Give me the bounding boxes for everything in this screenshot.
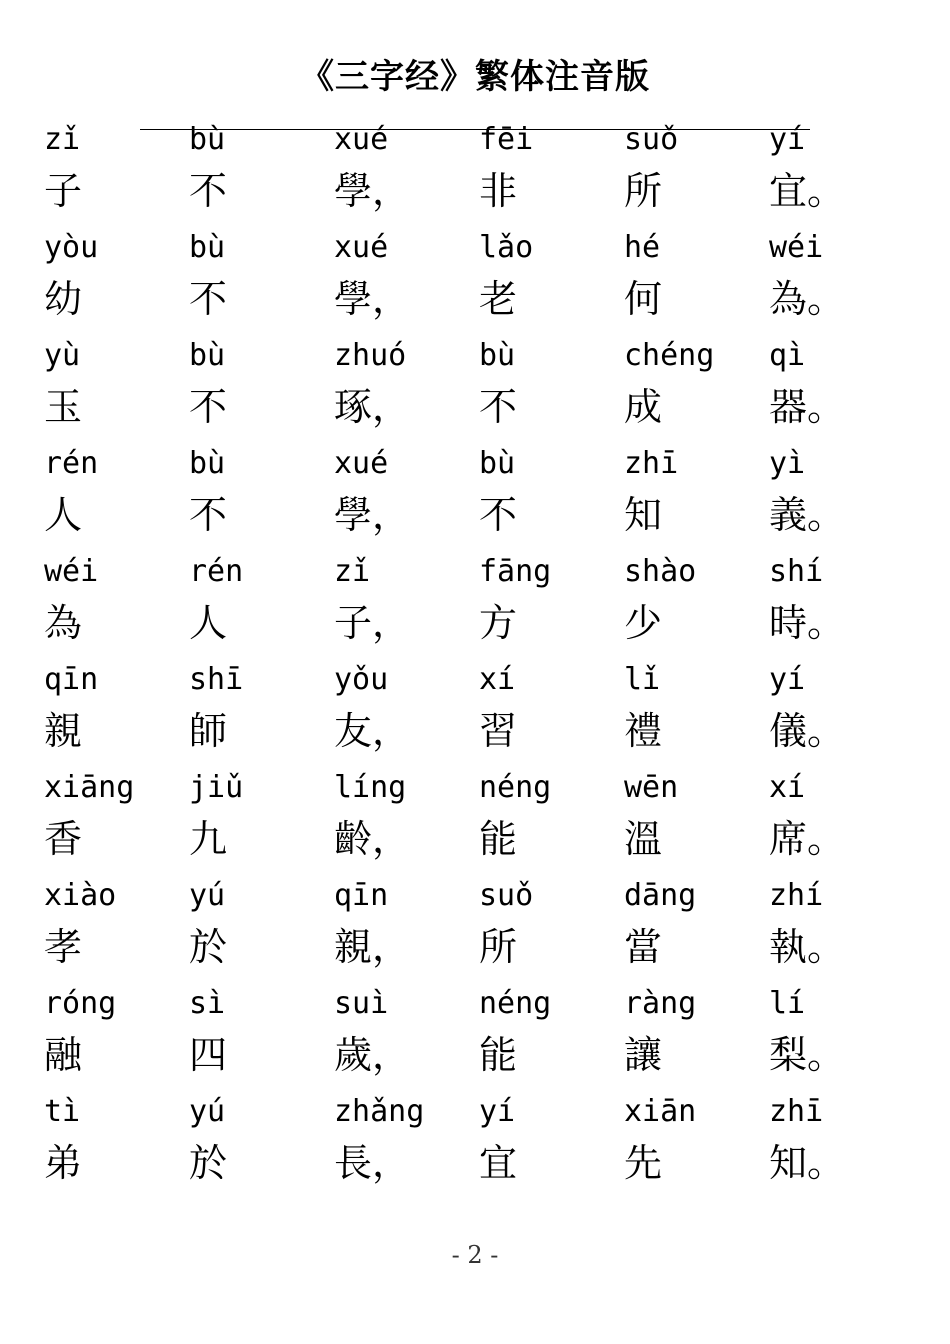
- verse-cell: [479, 1092, 624, 1200]
- pinyin-text: yí: [769, 662, 806, 697]
- verse-cell: [44, 1092, 189, 1200]
- hanzi-text: 學，: [334, 493, 411, 537]
- verse-cell: [44, 876, 189, 984]
- verse-cell: [479, 660, 624, 768]
- verse-cell: [334, 876, 479, 984]
- hanzi-text: 習: [479, 709, 518, 753]
- hanzi-text: 何: [624, 277, 663, 321]
- pinyin-text: róng: [44, 986, 117, 1021]
- verse-cell: [624, 228, 769, 336]
- hanzi-text: 不: [479, 493, 518, 537]
- hanzi-text: 親: [44, 709, 83, 753]
- hanzi-text: 不: [189, 169, 228, 213]
- verse-cell: [189, 984, 334, 1092]
- pinyin-text: rén: [189, 554, 244, 589]
- verse-cell: [479, 552, 624, 660]
- verse-line: [0, 768, 950, 876]
- verse-cell: [334, 984, 479, 1092]
- pinyin-text: yí: [769, 122, 806, 157]
- pinyin-text: jiǔ: [189, 770, 244, 805]
- verse-cell: [769, 336, 914, 444]
- hanzi-text: 弟: [44, 1141, 83, 1185]
- hanzi-text: 先: [624, 1141, 663, 1185]
- hanzi-text: 香: [44, 817, 83, 861]
- verse-cell: [334, 660, 479, 768]
- verse-cell: [44, 660, 189, 768]
- verse-cell: [769, 444, 914, 552]
- hanzi-text: 友，: [334, 709, 411, 753]
- hanzi-text: 時。: [769, 601, 846, 645]
- pinyin-text: qì: [769, 338, 806, 373]
- hanzi-text: 親，: [334, 925, 411, 969]
- pinyin-text: xiāng: [44, 770, 135, 805]
- verse-line: [0, 1092, 950, 1200]
- hanzi-text: 宜。: [769, 169, 846, 213]
- pinyin-text: wéi: [769, 230, 824, 265]
- hanzi-text: 能: [479, 1033, 518, 1077]
- pinyin-text: yú: [189, 1094, 226, 1129]
- verse-line: [0, 984, 950, 1092]
- hanzi-text: 齡，: [334, 817, 411, 861]
- pinyin-text: lǐ: [624, 662, 661, 697]
- verse-line: [0, 876, 950, 984]
- pinyin-text: shí: [769, 554, 824, 589]
- pinyin-text: lǎo: [479, 230, 534, 265]
- pinyin-text: xiān: [624, 1094, 697, 1129]
- verse-cell: [769, 552, 914, 660]
- hanzi-text: 少: [624, 601, 663, 645]
- verse-cell: [479, 768, 624, 876]
- verse-cell: [334, 1092, 479, 1200]
- hanzi-text: 老: [479, 277, 518, 321]
- hanzi-text: 學，: [334, 169, 411, 213]
- hanzi-text: 九: [189, 817, 228, 861]
- hanzi-text: 為: [44, 601, 83, 645]
- verse-cell: [44, 768, 189, 876]
- pinyin-text: qīn: [44, 662, 99, 697]
- verse-cell: [189, 336, 334, 444]
- hanzi-text: 不: [479, 385, 518, 429]
- verse-cell: [479, 444, 624, 552]
- verse-cell: [189, 552, 334, 660]
- verse-cell: [769, 1092, 914, 1200]
- pinyin-text: shào: [624, 554, 697, 589]
- page-title: 《三字经》繁体注音版: [300, 57, 650, 97]
- pinyin-text: bù: [479, 338, 516, 373]
- hanzi-text: 宜: [479, 1141, 518, 1185]
- verse-line: [0, 336, 950, 444]
- hanzi-text: 長，: [334, 1141, 411, 1185]
- pinyin-text: yǒu: [334, 662, 389, 697]
- pinyin-text: suì: [334, 986, 389, 1021]
- pinyin-text: xí: [769, 770, 806, 805]
- verse-line: [0, 660, 950, 768]
- pinyin-text: zǐ: [44, 122, 81, 157]
- hanzi-text: 人: [189, 601, 228, 645]
- pinyin-text: bù: [189, 446, 226, 481]
- verse-cell: [189, 228, 334, 336]
- hanzi-text: 融: [44, 1033, 83, 1077]
- verse-line: [0, 120, 950, 228]
- pinyin-text: néng: [479, 770, 552, 805]
- hanzi-text: 儀。: [769, 709, 846, 753]
- pinyin-text: dāng: [624, 878, 697, 913]
- pinyin-text: hé: [624, 230, 661, 265]
- hanzi-text: 子: [44, 169, 83, 213]
- verse-cell: [44, 336, 189, 444]
- pinyin-text: líng: [334, 770, 407, 805]
- pinyin-text: bù: [189, 230, 226, 265]
- verse-cell: [624, 984, 769, 1092]
- pinyin-text: yòu: [44, 230, 99, 265]
- hanzi-text: 知: [624, 493, 663, 537]
- pinyin-text: zhī: [769, 1094, 824, 1129]
- hanzi-text: 方: [479, 601, 518, 645]
- hanzi-text: 於: [189, 1141, 228, 1185]
- pinyin-text: shī: [189, 662, 244, 697]
- pinyin-text: wéi: [44, 554, 99, 589]
- verse-cell: [189, 1092, 334, 1200]
- pinyin-text: sì: [189, 986, 226, 1021]
- hanzi-text: 不: [189, 493, 228, 537]
- verse-cell: [334, 552, 479, 660]
- pinyin-text: qīn: [334, 878, 389, 913]
- hanzi-text: 溫: [624, 817, 663, 861]
- pinyin-text: xué: [334, 230, 389, 265]
- verse-line: [0, 552, 950, 660]
- hanzi-text: 知。: [769, 1141, 846, 1185]
- verse-cell: [479, 876, 624, 984]
- verse-cell: [624, 336, 769, 444]
- hanzi-text: 執。: [769, 925, 846, 969]
- pinyin-text: tì: [44, 1094, 81, 1129]
- verse-cell: [44, 984, 189, 1092]
- pinyin-text: yì: [769, 446, 806, 481]
- verse-cell: [189, 444, 334, 552]
- pinyin-text: bù: [479, 446, 516, 481]
- pinyin-text: rén: [44, 446, 99, 481]
- hanzi-text: 非: [479, 169, 518, 213]
- verse-cell: [479, 228, 624, 336]
- pinyin-text: suǒ: [479, 878, 534, 913]
- verse-cell: [189, 660, 334, 768]
- hanzi-text: 能: [479, 817, 518, 861]
- pinyin-text: suǒ: [624, 122, 679, 157]
- pinyin-text: lí: [769, 986, 806, 1021]
- hanzi-text: 義。: [769, 493, 846, 537]
- hanzi-text: 梨。: [769, 1033, 846, 1077]
- pinyin-text: yí: [479, 1094, 516, 1129]
- hanzi-text: 席。: [769, 817, 846, 861]
- verse-cell: [189, 876, 334, 984]
- pinyin-text: xué: [334, 446, 389, 481]
- hanzi-text: 人: [44, 493, 83, 537]
- pinyin-text: zhī: [624, 446, 679, 481]
- verse-cell: [624, 876, 769, 984]
- verse-cell: [44, 120, 189, 228]
- hanzi-text: 幼: [44, 277, 83, 321]
- pinyin-text: yù: [44, 338, 81, 373]
- hanzi-text: 子，: [334, 601, 411, 645]
- hanzi-text: 歲，: [334, 1033, 411, 1077]
- verse-cell: [624, 660, 769, 768]
- hanzi-text: 學，: [334, 277, 411, 321]
- hanzi-text: 於: [189, 925, 228, 969]
- hanzi-text: 所: [624, 169, 663, 213]
- pinyin-text: wēn: [624, 770, 679, 805]
- verse-cell: [44, 228, 189, 336]
- hanzi-text: 孝: [44, 925, 83, 969]
- hanzi-text: 當: [624, 925, 663, 969]
- verse-cell: [479, 120, 624, 228]
- verse-cell: [769, 876, 914, 984]
- pinyin-text: fēi: [479, 122, 534, 157]
- hanzi-text: 所: [479, 925, 518, 969]
- hanzi-text: 讓: [624, 1033, 663, 1077]
- hanzi-text: 琢，: [334, 385, 411, 429]
- verse-cell: [769, 120, 914, 228]
- pinyin-text: yú: [189, 878, 226, 913]
- pinyin-text: zhuó: [334, 338, 407, 373]
- hanzi-text: 不: [189, 277, 228, 321]
- verse-cell: [624, 768, 769, 876]
- verse-cell: [624, 120, 769, 228]
- verse-cell: [624, 444, 769, 552]
- verse-line: [0, 228, 950, 336]
- pinyin-text: fāng: [479, 554, 552, 589]
- verse-cell: [769, 228, 914, 336]
- hanzi-text: 不: [189, 385, 228, 429]
- hanzi-text: 禮: [624, 709, 663, 753]
- verse-cell: [334, 444, 479, 552]
- verse-cell: [624, 552, 769, 660]
- hanzi-text: 四: [189, 1033, 228, 1077]
- verse-cell: [189, 120, 334, 228]
- verse-cell: [334, 120, 479, 228]
- hanzi-text: 玉: [44, 385, 83, 429]
- verse-cell: [769, 660, 914, 768]
- verse-line: [0, 444, 950, 552]
- pinyin-text: xué: [334, 122, 389, 157]
- verse-cell: [479, 336, 624, 444]
- pinyin-text: zhǎng: [334, 1094, 425, 1129]
- page-number: - 2 -: [451, 1241, 499, 1269]
- verse-cell: [44, 552, 189, 660]
- pinyin-text: néng: [479, 986, 552, 1021]
- verse-cell: [44, 444, 189, 552]
- hanzi-text: 器。: [769, 385, 846, 429]
- hanzi-text: 成: [624, 385, 663, 429]
- pinyin-text: xí: [479, 662, 516, 697]
- verse-cell: [479, 984, 624, 1092]
- verse-cell: [624, 1092, 769, 1200]
- hanzi-text: 為。: [769, 277, 846, 321]
- pinyin-text: zhí: [769, 878, 824, 913]
- pinyin-text: bù: [189, 122, 226, 157]
- hanzi-text: 師: [189, 709, 228, 753]
- pinyin-text: zǐ: [334, 554, 371, 589]
- verse-cell: [334, 768, 479, 876]
- verse-cell: [334, 228, 479, 336]
- pinyin-text: bù: [189, 338, 226, 373]
- pinyin-text: chéng: [624, 338, 715, 373]
- pinyin-text: ràng: [624, 986, 697, 1021]
- verse-cell: [334, 336, 479, 444]
- verse-cell: [769, 768, 914, 876]
- verse-cell: [189, 768, 334, 876]
- verse-cell: [769, 984, 914, 1092]
- pinyin-text: xiào: [44, 878, 117, 913]
